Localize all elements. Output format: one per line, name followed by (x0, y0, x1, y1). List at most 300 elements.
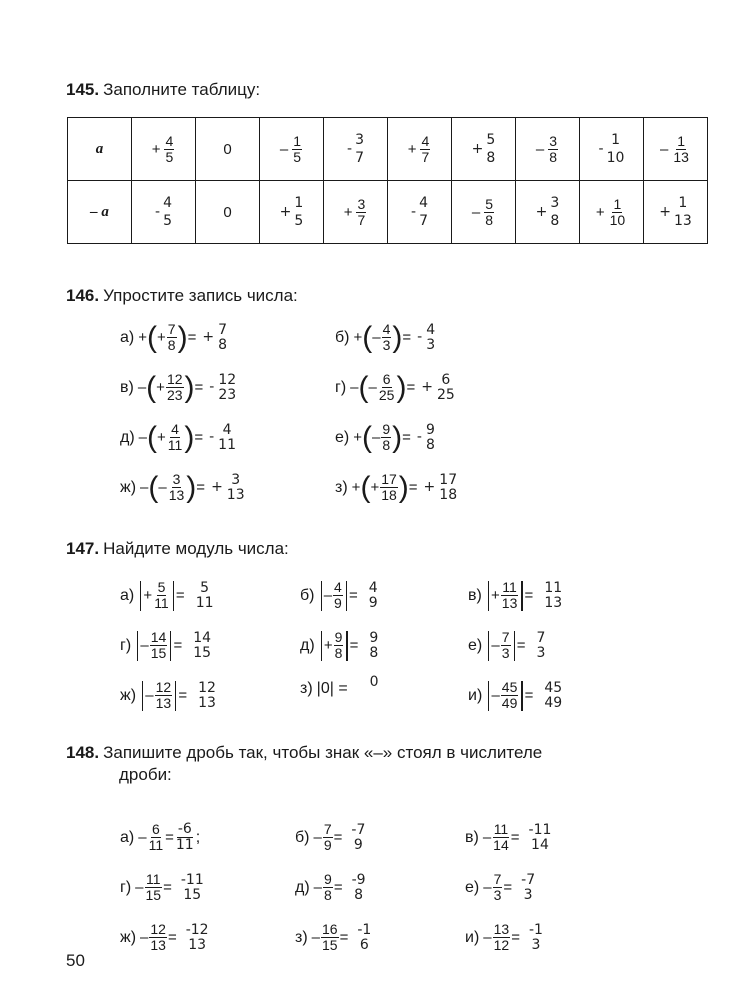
sign: = (173, 637, 183, 654)
numerator: 7 (323, 821, 332, 837)
denominator: 8 (354, 886, 364, 903)
sign: = (196, 479, 206, 496)
hand-sign: - (347, 140, 353, 157)
denominator: 13 (188, 936, 207, 953)
denominator: 25 (378, 387, 395, 403)
modulus-bar (137, 631, 138, 661)
answer-fraction (438, 473, 458, 503)
sign: – (660, 140, 669, 158)
task-146-item: з) + ( + $\frac{17}{18}$ ) = + 17 18 (335, 470, 458, 504)
sign: + (595, 203, 605, 221)
sign: + (157, 429, 166, 446)
denominator: 8 (334, 645, 343, 661)
denominator: 8 (167, 337, 176, 353)
answer-value: 0 (369, 673, 379, 690)
given-fraction (378, 372, 396, 403)
task-146-item: б) + ( – $\frac{4}{3}$ ) = - 4 3 (335, 320, 436, 354)
sign: = (511, 929, 520, 946)
answer-fraction: $\frac{-6}{11}$ (175, 821, 194, 853)
sign: + (151, 140, 161, 158)
task-146-item: г) – ( – $\frac{6}{25}$ ) = + 6 25 (335, 370, 455, 404)
sign: + (370, 479, 380, 496)
sign: – (279, 140, 289, 158)
numerator: -7 (351, 821, 366, 838)
numerator: 14 (150, 629, 167, 645)
numerator: -7 (521, 871, 536, 888)
task-147-item (120, 630, 213, 661)
answer (209, 373, 238, 403)
task-145-text: Заполните таблицу: (103, 80, 261, 99)
numerator: 45 (544, 679, 563, 696)
sign: = (402, 429, 411, 446)
task-147-item (468, 630, 547, 661)
row-a-cell-2 (196, 118, 260, 181)
sign: = (408, 479, 418, 496)
answer-fraction (195, 581, 215, 611)
task-148-number: 148. (66, 743, 100, 762)
answer-sign: - (417, 329, 423, 345)
denominator: 13 (673, 148, 689, 165)
sign: – (137, 379, 147, 396)
answer-sign: + (211, 479, 223, 495)
sign: = (167, 929, 177, 946)
handwritten-answer (347, 131, 364, 167)
cell-fraction (672, 134, 690, 165)
hand-denominator: 7 (355, 150, 364, 166)
hand-sign: - (411, 203, 417, 220)
given-fraction (149, 922, 167, 953)
sign: = (333, 829, 343, 846)
modulus-bar (488, 581, 489, 611)
cell-fraction (548, 134, 558, 165)
handwritten-answer (472, 131, 496, 167)
sign: + (156, 379, 165, 396)
denominator: 13 (150, 937, 166, 953)
item-label: е) (468, 636, 483, 654)
modulus-bar (173, 581, 174, 611)
row-neg-a-cell-3 (260, 181, 324, 244)
denominator: 9 (368, 594, 378, 611)
sign: – (368, 379, 377, 396)
numerator: -1 (528, 921, 543, 938)
handwritten-answer (599, 131, 625, 167)
cell-value: 0 (223, 140, 232, 158)
sign: – (313, 829, 322, 846)
numerator: 4 (334, 579, 342, 595)
numerator: 4 (222, 421, 232, 438)
denominator: 8 (485, 211, 494, 228)
given-fraction (155, 680, 173, 711)
hand-numerator: 1 (294, 195, 304, 211)
sign: = (178, 687, 188, 704)
denominator: 8 (324, 887, 332, 903)
task-147-item (468, 580, 564, 611)
sign: – (145, 687, 154, 704)
answer-fraction (528, 923, 544, 953)
given-expression: |0| = (316, 680, 348, 697)
sign: – (313, 879, 323, 896)
denominator: 15 (145, 887, 162, 903)
hand-numerator: 3 (550, 195, 560, 211)
sign: – (350, 379, 359, 396)
sign: = (349, 637, 359, 654)
item-label: б) (335, 328, 350, 346)
answer-fraction (528, 823, 553, 853)
numerator: 9 (324, 871, 332, 887)
numerator: 3 (172, 471, 181, 487)
numerator: 45 (501, 679, 518, 695)
modulus-bar (142, 681, 143, 711)
given-fraction (501, 680, 519, 711)
numerator: 3 (231, 471, 241, 488)
numerator: -9 (351, 871, 366, 888)
numerator: 11 (502, 579, 517, 595)
answer-fraction (351, 873, 367, 903)
hand-numerator: 1 (678, 195, 688, 211)
row-a-cell-5 (388, 118, 452, 181)
task-148-text-2: дроби: (119, 765, 172, 784)
numerator: -12 (185, 921, 209, 938)
sign: – (483, 879, 492, 896)
task-147-item (300, 630, 380, 661)
row-a (68, 118, 708, 181)
sign: = (524, 687, 534, 704)
answer (421, 373, 457, 403)
hand-numerator: 3 (355, 132, 364, 148)
sign: + (353, 429, 362, 446)
hand-sign: + (535, 203, 548, 220)
denominator: 3 (536, 644, 546, 661)
given-fraction (501, 630, 511, 661)
item-label: в) (120, 378, 134, 396)
denominator: 49 (501, 695, 518, 711)
answer-fraction (217, 423, 237, 453)
handwritten-answer (155, 194, 172, 230)
item-label: и) (465, 928, 480, 946)
answer-sign: + (421, 379, 433, 395)
answer (211, 473, 247, 503)
row-neg-a-cell-4 (324, 181, 388, 244)
numerator: 4 (171, 421, 179, 437)
numerator: 9 (382, 421, 391, 437)
task-146-item: д) – ( + $\frac{4}{11}$ ) = - 4 11 (120, 420, 236, 454)
cell-fraction (292, 134, 302, 165)
answer-fraction (368, 631, 379, 661)
task-146-item: а) + ( + $\frac{7}{8}$ ) = + 7 8 (120, 320, 227, 354)
answer (424, 473, 460, 503)
sign: – (311, 929, 321, 946)
row-neg-a-cell-1 (132, 181, 196, 244)
answer (202, 323, 229, 353)
item-label: ж) (120, 928, 137, 946)
answer-fraction (185, 923, 210, 953)
given-fraction: $\frac{6}{11}$ (148, 821, 164, 853)
answer-fraction (425, 323, 436, 353)
denominator: 3 (531, 936, 541, 953)
task-148-item (120, 872, 206, 903)
given-fraction (167, 322, 177, 353)
denominator: 11 (167, 437, 183, 453)
denominator: 7 (421, 148, 430, 165)
answer-fraction (356, 923, 372, 953)
row-a-cell-9 (644, 118, 708, 181)
row-neg-a-cell-6 (452, 181, 516, 244)
hand-numerator: 4 (419, 195, 428, 211)
hand-denominator: 7 (419, 213, 428, 229)
numerator: 17 (381, 471, 397, 487)
table-145 (67, 117, 708, 244)
denominator: 3 (426, 336, 436, 353)
item-label: е) (335, 428, 350, 446)
sign: = (194, 429, 204, 446)
numerator: 11 (146, 871, 161, 887)
sign: + (323, 637, 333, 654)
row-a-header: a (68, 118, 132, 181)
task-147-item (468, 680, 564, 711)
modulus-bar (140, 581, 141, 611)
hand-denominator: 8 (486, 150, 496, 166)
denominator: 8 (382, 437, 391, 453)
item-label: ж) (120, 686, 137, 704)
hand-sign: - (155, 203, 161, 220)
answer-fraction (520, 873, 536, 903)
numerator: 11 (493, 821, 509, 837)
hand-denominator: 10 (606, 150, 625, 166)
denominator: 5 (293, 148, 302, 165)
given-fraction (168, 472, 186, 503)
numerator: 4 (421, 132, 430, 149)
sign: – (471, 203, 481, 221)
sign: = (524, 587, 534, 604)
row-a-cell-8 (580, 118, 644, 181)
denominator: 13 (198, 694, 216, 711)
denominator: 13 (544, 594, 563, 611)
denominator: 13 (501, 595, 518, 611)
task-148-item (295, 872, 368, 903)
denominator: 23 (218, 386, 237, 403)
answer-fraction (217, 373, 237, 403)
task-145-number: 145. (66, 80, 100, 99)
numerator: 7 (536, 629, 546, 646)
denominator: 3 (382, 337, 391, 353)
item-label: з) (295, 928, 308, 946)
item-label: а) (120, 828, 135, 846)
task-146-title (66, 285, 298, 307)
numerator: 3 (357, 195, 366, 212)
denominator: 12 (493, 937, 510, 953)
given-fraction (382, 322, 392, 353)
denominator: 9 (334, 595, 342, 611)
hand-sign: + (471, 140, 484, 157)
modulus-bar (346, 631, 347, 661)
item-label: з) (300, 680, 313, 697)
row-neg-a-cell-2 (196, 181, 260, 244)
denominator: 18 (439, 486, 458, 503)
numerator: 6 (441, 371, 451, 388)
denominator: 11 (218, 436, 236, 453)
sign: – (158, 479, 167, 496)
item-label: б) (300, 586, 315, 604)
handwritten-answer (536, 194, 560, 230)
task-147-item (300, 580, 380, 611)
given-fraction (492, 822, 510, 853)
sign: – (372, 329, 381, 346)
task-148-title (66, 742, 706, 786)
numerator: 3 (549, 132, 558, 149)
answer-fraction (436, 373, 456, 403)
denominator: 23 (166, 387, 183, 403)
denominator: 8 (549, 148, 558, 165)
cell-fraction (356, 197, 366, 228)
task-148-item (295, 922, 373, 953)
sign: = (349, 587, 358, 604)
answer-fraction (180, 873, 205, 903)
answer-fraction (425, 423, 436, 453)
sign: = (187, 329, 197, 346)
numerator: 7 (501, 629, 510, 645)
item-label: д) (120, 428, 135, 446)
answer-sign: - (416, 429, 422, 445)
sign: = (175, 587, 185, 604)
task-145-title (66, 79, 260, 101)
sign: = (163, 879, 172, 896)
sign: + (143, 587, 153, 604)
numerator: 7 (493, 871, 502, 887)
numerator: 16 (322, 921, 338, 937)
answer (417, 423, 437, 453)
task-146-text: Упростите запись числа: (103, 286, 298, 305)
answer-fraction (536, 631, 547, 661)
cell-fraction (420, 134, 430, 165)
cell-value: 0 (223, 203, 232, 221)
sign: = (402, 329, 412, 346)
hand-denominator: 5 (294, 213, 304, 229)
numerator: 5 (200, 579, 210, 596)
denominator: 6 (359, 936, 369, 953)
row-neg-a-cell-9 (644, 181, 708, 244)
denominator: 8 (369, 644, 379, 661)
denominator: 3 (523, 886, 533, 903)
sign: – (140, 929, 149, 946)
given-fraction (493, 872, 503, 903)
numerator: 1 (677, 132, 686, 149)
sign: – (372, 429, 381, 446)
task-148-item (295, 822, 367, 853)
row-neg-a-cell-5 (388, 181, 452, 244)
denominator: 15 (183, 886, 202, 903)
given-fraction (166, 372, 184, 403)
given-fraction (323, 822, 333, 853)
sign: – (535, 140, 545, 158)
sign: + (138, 329, 147, 346)
answer-fraction (197, 681, 217, 711)
item-label: г) (335, 378, 347, 396)
hand-sign: - (598, 140, 604, 157)
denominator: 15 (322, 937, 338, 953)
task-147-number: 147. (66, 539, 100, 558)
numerator: -11 (180, 871, 204, 888)
numerator: 12 (198, 679, 216, 696)
numerator: 5 (485, 195, 494, 212)
item-label: в) (468, 586, 482, 604)
denominator: 13 (155, 695, 172, 711)
sign: + (351, 479, 361, 496)
task-147-text: Найдите модуль числа: (103, 539, 289, 558)
denominator: 3 (493, 887, 502, 903)
sign: – (140, 637, 149, 654)
numerator: 4 (368, 579, 378, 596)
numerator: 1 (613, 195, 622, 212)
modulus-bar (514, 631, 515, 661)
sign: = (406, 379, 416, 396)
modulus-bar (321, 631, 322, 661)
given-fraction (493, 922, 511, 953)
row-neg-a (68, 181, 708, 244)
item-label: а) (120, 586, 135, 604)
denominator: 15 (193, 644, 212, 661)
task-148-item (120, 922, 211, 953)
numerator: 17 (439, 471, 458, 488)
sign: – (323, 587, 333, 604)
numerator: 5 (157, 579, 166, 595)
item-label: б) (295, 828, 310, 846)
given-fraction (150, 630, 168, 661)
denominator: 11 (154, 595, 169, 611)
sign: + (157, 329, 166, 346)
given-fraction (323, 872, 333, 903)
modulus-bar (321, 581, 322, 611)
given-fraction (321, 922, 339, 953)
task-146-number: 146. (66, 286, 100, 305)
denominator: 49 (544, 694, 563, 711)
hand-sign: + (279, 203, 292, 220)
hand-numerator: 5 (486, 132, 496, 148)
answer-fraction (226, 473, 246, 503)
denominator: 14 (531, 836, 549, 853)
page-number: 50 (66, 951, 85, 970)
row-neg-a-header: – a (68, 181, 132, 244)
answer (417, 323, 437, 353)
denominator: 18 (381, 487, 397, 503)
modulus-bar (170, 631, 171, 661)
item-label: г) (120, 878, 132, 896)
denominator: 3 (501, 645, 510, 661)
task-146-item: в) – ( + $\frac{12}{23}$ ) = - 12 23 (120, 370, 237, 404)
given-fraction (167, 422, 184, 453)
answer-sign: + (202, 329, 215, 345)
sign: = (503, 879, 513, 896)
given-fraction (380, 472, 398, 503)
numerator: 12 (166, 371, 183, 387)
denominator: 9 (323, 837, 332, 853)
denominator: 9 (353, 836, 363, 853)
task-148-item-a: а) – $\frac{6}{11}$ = $\frac{-6}{11}$ ; (120, 821, 201, 853)
modulus-bar (521, 581, 522, 611)
item-label: а) (120, 328, 135, 346)
sign: = (333, 879, 343, 896)
numerator: 14 (193, 629, 212, 646)
sign: – (483, 929, 492, 946)
hand-denominator: 5 (163, 213, 172, 229)
denominator: 7 (357, 211, 366, 228)
task-148-item (465, 822, 553, 853)
row-a-cell-6 (452, 118, 516, 181)
row-a-cell-3 (260, 118, 324, 181)
task-147-item (120, 580, 216, 611)
cell-fraction (609, 197, 627, 228)
denominator: 10 (609, 211, 626, 228)
modulus-bar (175, 681, 176, 711)
